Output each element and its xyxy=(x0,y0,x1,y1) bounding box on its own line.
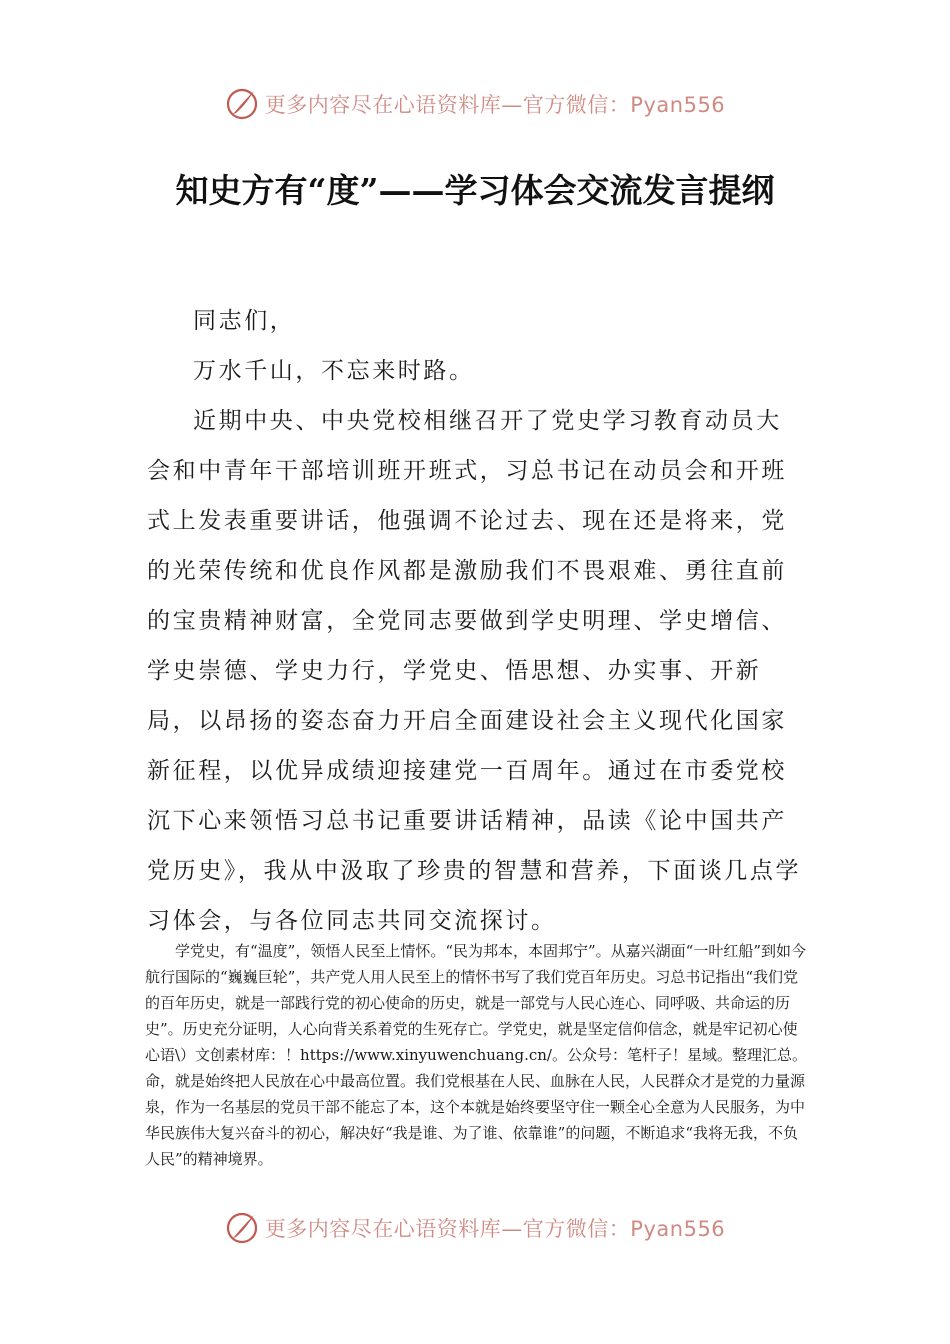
quill-logo-icon xyxy=(225,87,259,121)
opening-paragraph: 万水千山，不忘来时路。 xyxy=(193,358,475,384)
document-body xyxy=(147,296,807,946)
document-title: 知史方有“度”——学习体会交流发言提纲 xyxy=(175,171,775,210)
small-print-section xyxy=(145,938,809,1172)
intro-paragraph: 近期中央、中央党校相继召开了党史学习教育动员大会和中青年干部培训班开班式，习总书记在动员会和开班式上发表重要讲话，他强调不论过去、现在还是将来，党的光荣传统和优良作风都是激励我们不畏艰难、勇往直前的宝贵精神财富，全党同志要做到学史明理、学史增信、学史崇德、学史力行，学党史、悟思想、办实事、开新局，以昂扬的姿态奋力开启全面建设社会主义现代化国家新征程，以优异成绩迎接建党一百周年。通过在市委党校沉下心来领悟习总书记重要讲话精神，品读《论中国共产党历史》，我从中汲取了珍贵的智慧和营养，下面谈几点学习体会，与各位同志共同交流探讨。 xyxy=(147,408,802,934)
footer-watermark-banner xyxy=(0,1208,950,1248)
quill-logo-icon xyxy=(225,1211,259,1245)
header-watermark-banner xyxy=(0,84,950,124)
header-banner-text: 更多内容尽在心语资料库—官方微信：Pyan556 xyxy=(264,93,726,117)
greeting-paragraph: 同志们， xyxy=(193,308,296,334)
small-print-paragraph: 学党史，有“温度”，领悟人民至上情怀。“民为邦本，本固邦宁”。从嘉兴湖面“一叶红船”到如今航行国际的“巍巍巨轮”，共产党人用人民至上的情怀书写了我们党百年历史。习总书记指出“我们党的百年历史，就是一部践行党的初心使命的历史，就是一部党与人民心连心、同呼吸、共命运的历史”。历史充分证明，人心向背关系着党的生死存亡。学党史，就是坚定信仰信念，就是牢记初心使心语\）文创素材库：！https://www.xinyuwenchuang.cn/。公众号：笔杆子！星域。整理汇总。命，就是始终把人民放在心中最高位置。我们党根基在人民、血脉在人民，人民群众才是党的力量源泉，作为一名基层的党员干部不能忘了本，这个本就是始终要坚守住一颗全心全意为人民服务，为中华民族伟大复兴奋斗的初心，解决好“我是谁、为了谁、依靠谁”的问题，不断追求“我将无我，不负人民”的精神境界。 xyxy=(145,942,807,1168)
footer-banner-text: 更多内容尽在心语资料库—官方微信：Pyan556 xyxy=(264,1217,726,1241)
